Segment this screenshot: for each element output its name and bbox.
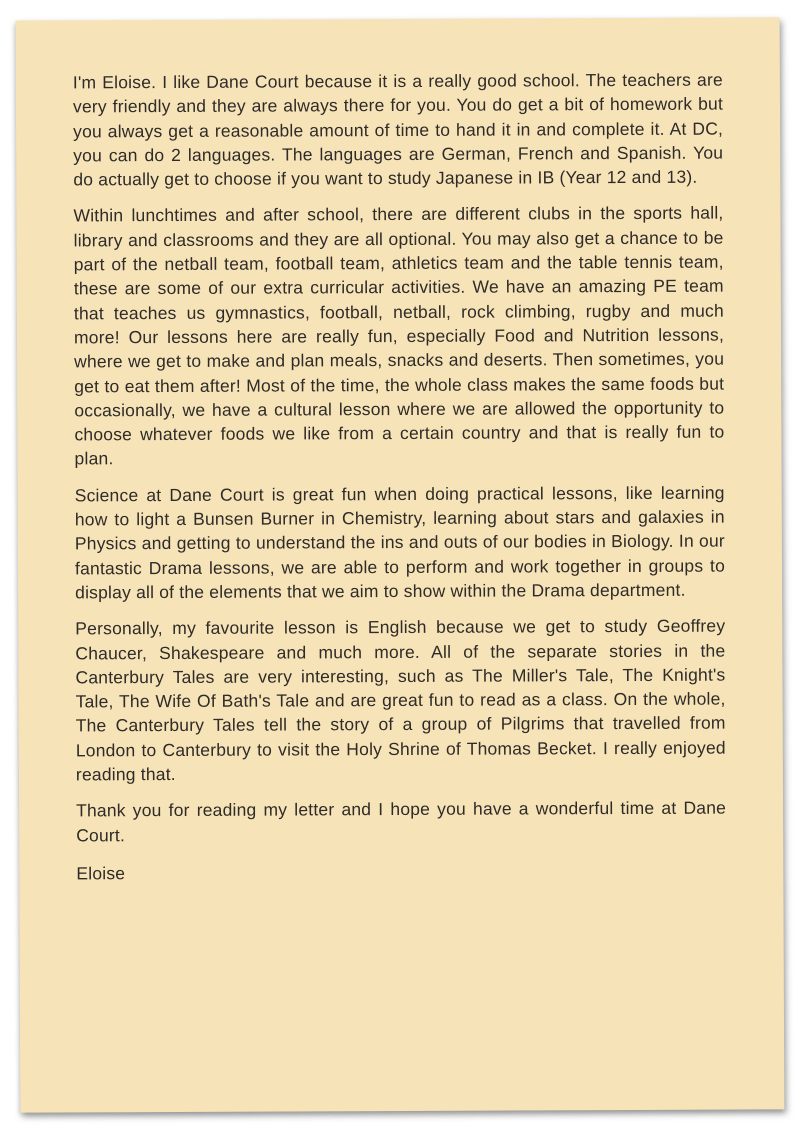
letter-paragraph-science: Science at Dane Court is great fun when doing practical lessons, like learning how to light a Bunsen Burner in Chemistry, learning about stars and galaxies in Physics and getting to understand the ins and outs of our bodies in Biology. In our fantastic Drama lessons, we are able to perform and work together in groups to display all of the elements that we aim to show within the Drama department. [74,482,726,603]
letter-body [16,17,784,886]
letter-paragraph-intro: I'm Eloise. I like Dane Court because it is a really good school. The teachers are very friendly and they are always there for you. You do get a bit of homework but you always get a reasonable amount of time to hand it in and complete it. At DC, you can do 2 languages. The languages are German, French and Spanish. You do actually get to choose if you want to study Japanese in IB (Year 12 and 13). [72,69,724,190]
letter-page [16,17,785,1112]
letter-paragraph-english: Personally, my favourite lesson is English because we get to study Geoffrey Chaucer, Shakespeare and much more. All of the separate stories in the Canterbury Tales are very interesting, such as The Miller's Tale, The Knight's Tale, The Wife Of Bath's Tale and are great fun to read as a class. On the whole, The Canterbury Tales tell the story of a group of Pilgrims that travelled from London to Canterbury to visit the Holy Shrine of Thomas Becket. I really enjoyed reading that. [75,615,726,785]
letter-paragraph-clubs: Within lunchtimes and after school, there are different clubs in the sports hall, library and classrooms and they are all optional. You may also get a chance to be part of the netball team, football team, athletics team and the table tennis team, these are some of our extra curricular activities. We have an amazing PE team that teaches us gymnastics, football, netball, rock climbing, rugby and much more! Our lessons here are really fun, especially Food and Nutrition lessons, where we get to make and plan meals, snacks and deserts. Then sometimes, you get to eat them after! Most of the time, the whole class makes the same foods but occasionally, we have a cultural lesson where we are allowed the opportunity to choose whatever foods we like from a certain country and that is really fun to plan. [73,203,725,469]
letter-paragraph-closing: Thank you for reading my letter and I hope you have a wonderful time at Dane Court. [76,797,727,846]
letter-signature: Eloise [76,863,126,884]
